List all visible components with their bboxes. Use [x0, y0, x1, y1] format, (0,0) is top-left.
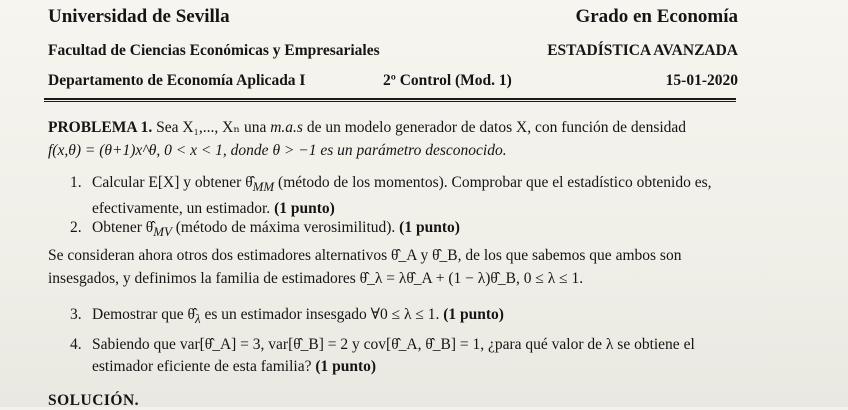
question-text-b: (método de los momentos). Comprobar que el estadístico obtenido es, efectivamente, un estimador. [92, 174, 712, 218]
estimator-family-paragraph: Se consideran ahora otros dos estimadores alternativos θ̂_A y θ̂_B, de los que sabemos que ambos son insesgados, y definimos la familia de estimadores θ̂_λ = λθ̂_A + (1 − λ)θ̂_B, 0 ≤ λ ≤ 1. [48, 247, 682, 287]
department-name: Departamento de Economía Aplicada I [48, 72, 306, 89]
question-text-a: Demostrar que θ̂ [92, 306, 195, 323]
question-text [92, 304, 730, 330]
control-label: 2º Control (Mod. 1) [383, 72, 512, 89]
question-subscript: MM [252, 179, 275, 195]
question-number: 3. [70, 306, 82, 323]
question-text-a: Sabiendo que var[θ̂_A] = 3, var[θ̂_B] = 2 y cov[θ̂_A, θ̂_B] = 1, ¿para qué valor de λ se obtiene el estimador eficiente de esta familia? [92, 336, 695, 375]
header-row-1 [48, 6, 738, 28]
faculty-name: Facultad de Ciencias Económicas y Empresariales [48, 42, 380, 59]
question-text [92, 217, 730, 243]
question-text-b: (método de máxima verosimilitud). [171, 219, 400, 236]
solution-heading: SOLUCIÓN. [48, 392, 140, 409]
problem-intro-b: de un modelo generador de datos X, con función de densidad [302, 119, 687, 136]
problem-heading: PROBLEMA 1. [48, 119, 153, 136]
problem-statement [48, 116, 743, 162]
question-text [92, 334, 730, 378]
question-text-b: es un estimador insesgado ∀0 ≤ λ ≤ 1. [200, 306, 444, 323]
question-text-a: Calcular E[X] y obtener θ̂ [92, 174, 253, 191]
header-row-2 [48, 42, 738, 60]
degree-name: Grado en Economía [575, 6, 738, 27]
question-subscript: λ [194, 311, 201, 327]
header-divider [44, 98, 736, 100]
density-formula: f(x,θ) = (θ+1)x^θ, 0 < x < 1, donde θ > −1 es un parámetro desconocido. [48, 142, 507, 159]
question-text-a: Obtener θ̂ [92, 219, 154, 236]
exam-date: 15-01-2020 [665, 72, 738, 89]
problem-intro-mas: m.a.s [270, 119, 303, 136]
question-points: (1 punto) [443, 306, 504, 323]
question-subscript: MV [153, 224, 172, 240]
header-row-3 [48, 72, 738, 90]
question-number: 2. [70, 219, 82, 236]
university-name: Universidad de Sevilla [48, 6, 230, 27]
question-points: (1 punto) [274, 200, 335, 218]
question-number: 1. [70, 174, 82, 191]
header-divider-thin [44, 101, 736, 102]
question-number: 4. [70, 336, 82, 353]
problem-intro-a: Sea X₁,..., Xₙ una [152, 119, 271, 136]
course-name: ESTADÍSTICA AVANZADA [547, 42, 738, 59]
question-text [92, 172, 730, 220]
question-points: (1 punto) [315, 358, 377, 375]
question-points: (1 punto) [399, 219, 460, 236]
